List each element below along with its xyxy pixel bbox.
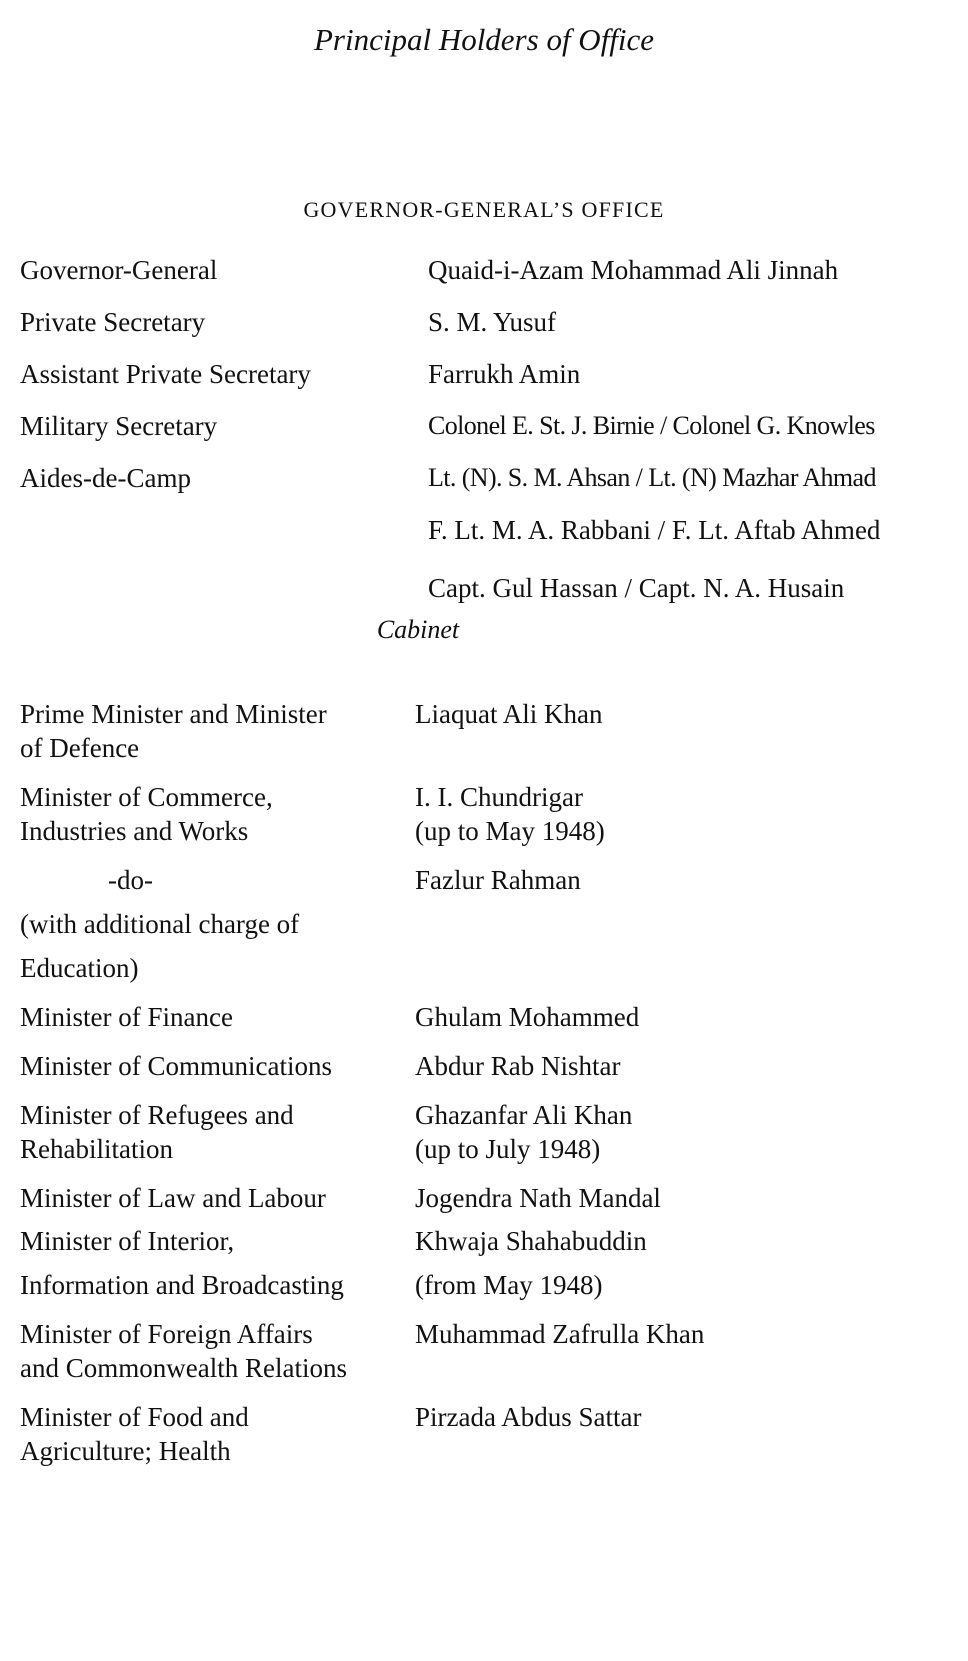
cabinet-row — [20, 1400, 960, 1468]
page-title: Principal Holders of Office — [313, 22, 655, 57]
cabinet-portfolio — [20, 1400, 415, 1468]
cabinet-row — [20, 1049, 960, 1083]
office-row — [20, 255, 960, 307]
office-holder: Lt. (N). S. M. Ahsan / Lt. (N) Mazhar Ahmad — [428, 463, 876, 492]
minister-line: Jogendra Nath Mandal — [415, 1183, 661, 1213]
portfolio-line: Minister of Interior, — [20, 1226, 235, 1256]
cabinet-row — [20, 1224, 960, 1302]
minister-line: (up to May 1948) — [415, 816, 605, 846]
minister-line: Liaquat Ali Khan — [415, 699, 603, 729]
office-role: Governor-General — [20, 255, 218, 285]
cabinet-row — [20, 780, 960, 848]
minister-line: I. I. Chundrigar — [415, 782, 583, 812]
cabinet-portfolio — [20, 1049, 415, 1083]
cabinet-minister — [415, 1049, 960, 1083]
minister-line: Pirzada Abdus Sattar — [415, 1402, 642, 1432]
portfolio-line: Agriculture; Health — [20, 1436, 231, 1466]
portfolio-line: Prime Minister and Minister — [20, 699, 327, 729]
portfolio-line: Minister of Foreign Affairs — [20, 1319, 313, 1349]
portfolio-line: Minister of Food and — [20, 1402, 249, 1432]
aides-de-camp-continued — [20, 515, 960, 567]
cabinet-minister — [415, 1098, 960, 1166]
cabinet-row — [20, 863, 960, 985]
cabinet-row — [20, 1181, 960, 1215]
office-holder: Colonel E. St. J. Birnie / Colonel G. Knowles — [428, 411, 875, 440]
cabinet-portfolio — [20, 863, 415, 985]
cabinet-row — [20, 1317, 960, 1385]
office-row — [20, 463, 960, 515]
portfolio-line: Rehabilitation — [20, 1134, 173, 1164]
portfolio-line: Minister of Finance — [20, 1002, 233, 1032]
minister-line: Ghazanfar Ali Khan — [415, 1100, 633, 1130]
minister-line: Fazlur Rahman — [415, 865, 581, 895]
cabinet-portfolio — [20, 1098, 415, 1166]
cabinet-list — [20, 697, 960, 1483]
minister-line: Ghulam Mohammed — [415, 1002, 640, 1032]
minister-line: Abdur Rab Nishtar — [415, 1051, 621, 1081]
office-holder: Capt. Gul Hassan / Capt. N. A. Husain — [428, 573, 845, 603]
cabinet-portfolio — [20, 1224, 415, 1302]
governor-general-office-heading: GOVERNOR-GENERAL’S OFFICE — [303, 197, 665, 222]
cabinet-row — [20, 697, 960, 765]
portfolio-line: -do- — [108, 865, 153, 895]
office-role: Assistant Private Secretary — [20, 359, 311, 389]
cabinet-minister — [415, 1317, 960, 1385]
cabinet-minister — [415, 1224, 960, 1302]
office-role: Aides-de-Camp — [20, 463, 191, 493]
office-row — [20, 411, 960, 463]
minister-line: Muhammad Zafrulla Khan — [415, 1319, 705, 1349]
cabinet-portfolio — [20, 780, 415, 848]
portfolio-line: Minister of Communications — [20, 1051, 332, 1081]
minister-line: (up to July 1948) — [415, 1134, 601, 1164]
office-holder: Quaid-i-Azam Mohammad Ali Jinnah — [428, 255, 839, 285]
cabinet-minister — [415, 1400, 960, 1468]
office-row — [20, 359, 960, 411]
cabinet-minister — [415, 1181, 960, 1215]
minister-line: (from May 1948) — [415, 1270, 603, 1300]
cabinet-minister — [415, 697, 960, 765]
cabinet-row — [20, 1098, 960, 1166]
cabinet-portfolio — [20, 697, 415, 765]
portfolio-line: Information and Broadcasting — [20, 1270, 344, 1300]
cabinet-minister — [415, 780, 960, 848]
cabinet-portfolio — [20, 1181, 415, 1215]
cabinet-row — [20, 1000, 960, 1034]
cabinet-portfolio — [20, 1317, 415, 1385]
cabinet-portfolio — [20, 1000, 415, 1034]
minister-line: Khwaja Shahabuddin — [415, 1226, 647, 1256]
office-holder: S. M. Yusuf — [428, 307, 557, 337]
portfolio-line: Minister of Refugees and — [20, 1100, 294, 1130]
cabinet-minister — [415, 863, 960, 985]
portfolio-line: and Commonwealth Relations — [20, 1353, 347, 1383]
portfolio-line: Minister of Commerce, — [20, 782, 273, 812]
office-role: Private Secretary — [20, 307, 206, 337]
portfolio-line: of Defence — [20, 733, 140, 763]
governor-general-office-list — [20, 255, 960, 625]
office-role: Military Secretary — [20, 411, 218, 441]
cabinet-heading: Cabinet — [376, 615, 460, 644]
office-row — [20, 307, 960, 359]
cabinet-minister — [415, 1000, 960, 1034]
portfolio-line: Minister of Law and Labour — [20, 1183, 326, 1213]
portfolio-line: Industries and Works — [20, 816, 249, 846]
office-holder: F. Lt. M. A. Rabbani / F. Lt. Aftab Ahmed — [428, 515, 881, 545]
portfolio-line: Education) — [20, 953, 139, 983]
portfolio-line: (with additional charge of — [20, 909, 300, 939]
office-holder: Farrukh Amin — [428, 359, 581, 389]
